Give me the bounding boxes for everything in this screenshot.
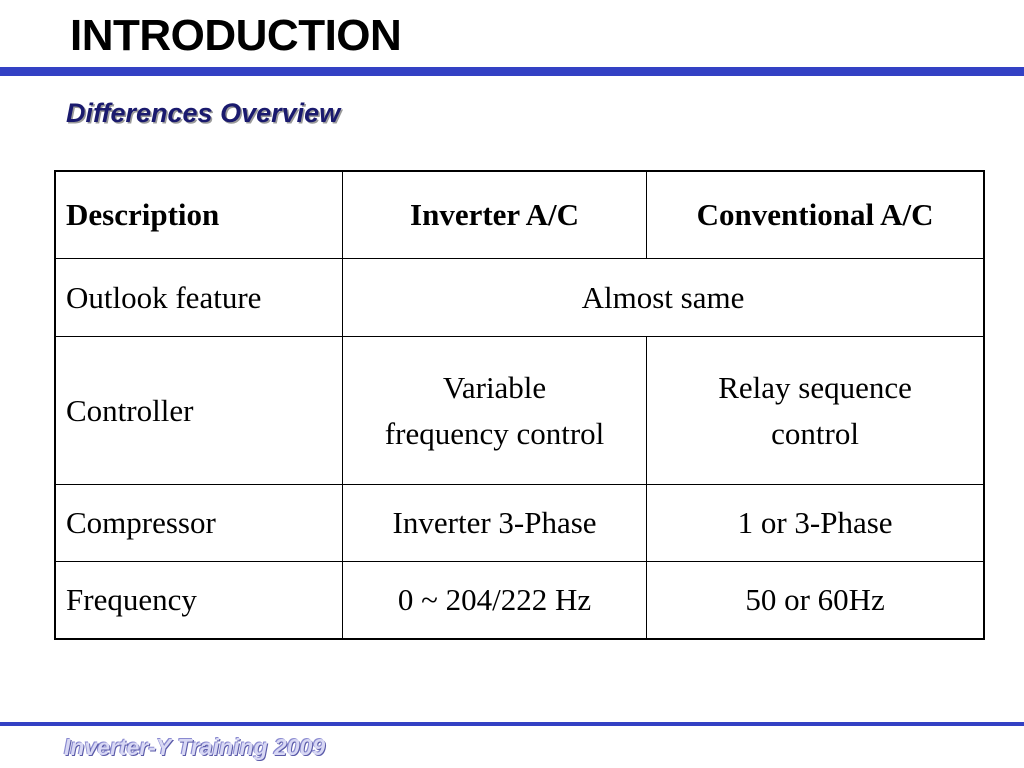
slide-subtitle: Differences Overview [66, 98, 341, 128]
table-row [55, 485, 984, 562]
row-conventional-value [647, 337, 984, 485]
differences-table [54, 170, 985, 640]
cell-line: control [771, 415, 859, 451]
table-row [55, 337, 984, 485]
header-description: Description [55, 171, 342, 259]
cell-line: Relay sequence [718, 369, 912, 405]
slide-footer: Inverter-Y Training 2009 [64, 734, 326, 760]
table-header-row [55, 171, 984, 259]
cell-line: Variable [442, 369, 547, 405]
row-description: Controller [55, 337, 342, 485]
title-underline [0, 67, 1024, 76]
header-conventional: Conventional A/C [647, 171, 984, 259]
row-inverter-value [342, 337, 646, 485]
row-description: Outlook feature [55, 259, 342, 337]
table-row [55, 562, 984, 639]
table-row [55, 259, 984, 337]
row-conventional-value: 1 or 3-Phase [647, 485, 984, 562]
header-inverter: Inverter A/C [342, 171, 646, 259]
slide-title: INTRODUCTION [70, 11, 402, 60]
row-description: Frequency [55, 562, 342, 639]
cell-line: frequency control [384, 415, 605, 451]
row-inverter-value: Inverter 3-Phase [342, 485, 646, 562]
footer-rule [0, 722, 1024, 726]
row-conventional-value: 50 or 60Hz [647, 562, 984, 639]
row-merged-value: Almost same [342, 259, 984, 337]
row-inverter-value: 0 ~ 204/222 Hz [342, 562, 646, 639]
row-description: Compressor [55, 485, 342, 562]
